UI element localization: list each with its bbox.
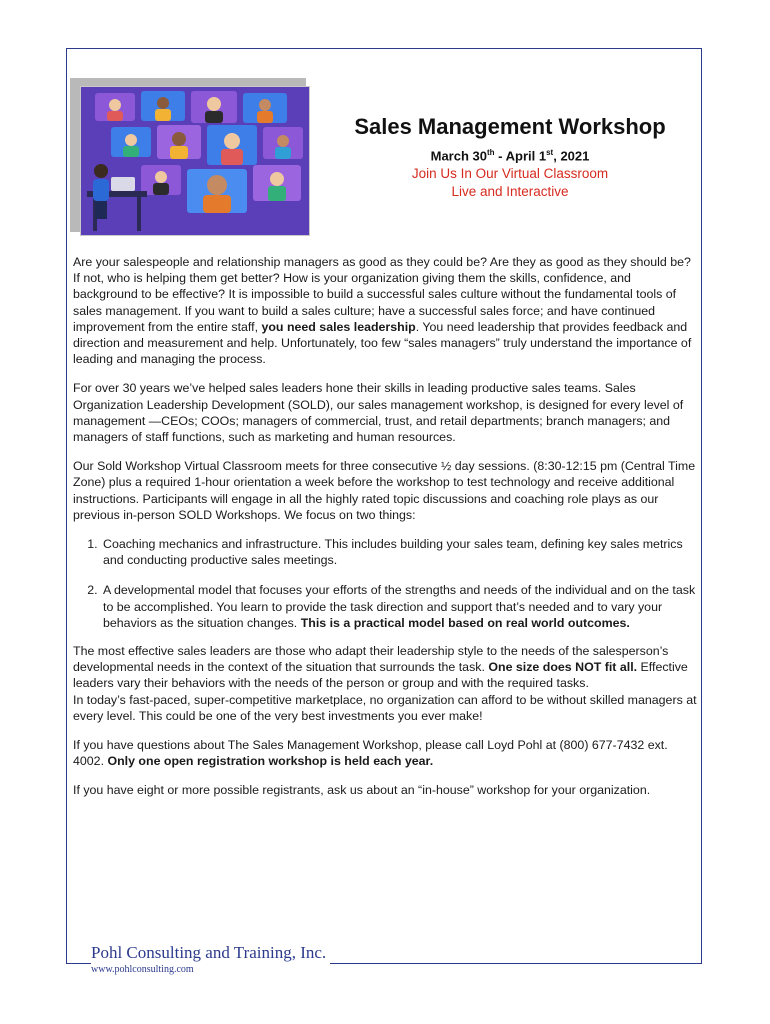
- page-title: Sales Management Workshop: [354, 114, 666, 139]
- workshop-header: [320, 112, 700, 201]
- website-link[interactable]: www.pohlconsulting.com: [91, 964, 194, 975]
- date-year: , 2021: [553, 148, 590, 164]
- paragraph-effective-leaders: The most effective sales leaders are those who adapt their leadership style to the needs of the salesperson’s developmental needs in the context of the situation that surrounds the task. One size does NOT fit all. Effective leaders vary their behaviors with the needs of the person or group and with the required tasks. In today’s fast-paced, super-competitive marketplace, no organization can afford to be without skilled managers at every level. This could be one of the very best investments you ever make!: [73, 644, 697, 723]
- paragraph-contact: If you have questions about The Sales Management Workshop, please call Loyd Pohl at (800) 677-7432 ext. 4002. Only one open registration workshop is held each year.: [73, 738, 668, 769]
- focus-list: [73, 536, 699, 631]
- workshop-dates: [320, 144, 700, 165]
- date-start: March 30: [430, 148, 487, 164]
- list-item: 1. Coaching mechanics and infrastructure. This includes building your sales team, defining key sales metrics and conducting productive sales meetings.: [101, 536, 699, 568]
- paragraph-virtual-classroom: Our Sold Workshop Virtual Classroom meets for three consecutive ½ day sessions. (8:30-12:15 pm (Central Time Zone) plus a required 1-hour orientation a week before the workshop to test technology and receive additional instructions. Participants will engage in all the highly rated topic discussions and coaching role plays as our previous in-person SOLD Workshops. We focus on two things:: [73, 459, 696, 522]
- date-end: - April 1: [494, 148, 547, 164]
- body-content: [73, 254, 699, 812]
- live-interactive: Live and Interactive: [451, 184, 569, 200]
- emphasis-sales-leadership: you need sales leadership: [261, 319, 416, 334]
- company-name: Pohl Consulting and Training, Inc.: [91, 942, 330, 964]
- paragraph-experience: For over 30 years we’ve helped sales leaders hone their skills in leading productive sales teams. Sales Organization Leadership Development (SOLD), our sales management workshop, is designed for every level of management —CEOs; COOs; managers of commercial, trust, and retail departments; branch managers; and managers of staff functions, such as marketing and human resources.: [73, 381, 684, 445]
- paragraph-in-house: If you have eight or more possible registrants, ask us about an “in-house” workshop for your organization.: [73, 783, 651, 798]
- footer: [91, 942, 330, 976]
- paragraph-intro: Are your salespeople and relationship managers as good as they could be? Are they as good as they should be? If not, who is helping them get better? How is your organization giving them the skills, confidence, and background to be effective? It is impossible to build a successful sales culture without the fundamental tools of sales management. If you want to build a sales culture; have a successful sales force; and have continued improvement from the entire staff, you need sales leadership. You need leadership that provides feedback and direction and measurement and help. Unfortunately, too few “sales managers” truly understand the importance of leading and managing the process.: [73, 255, 692, 367]
- date-start-suffix: th: [487, 148, 495, 157]
- virtual-meeting-illustration: [80, 86, 310, 236]
- join-virtual-classroom: Join Us In Our Virtual Classroom: [411, 166, 609, 182]
- list-item: 2. A developmental model that focuses your efforts of the strengths and needs of the individual and on the task to be accomplished. You learn to provide the task direction and support that’s needed and to vary your behaviors as the situation changes. This is a practical model based on real world outcomes.: [101, 582, 699, 631]
- date-end-suffix: st: [546, 148, 554, 157]
